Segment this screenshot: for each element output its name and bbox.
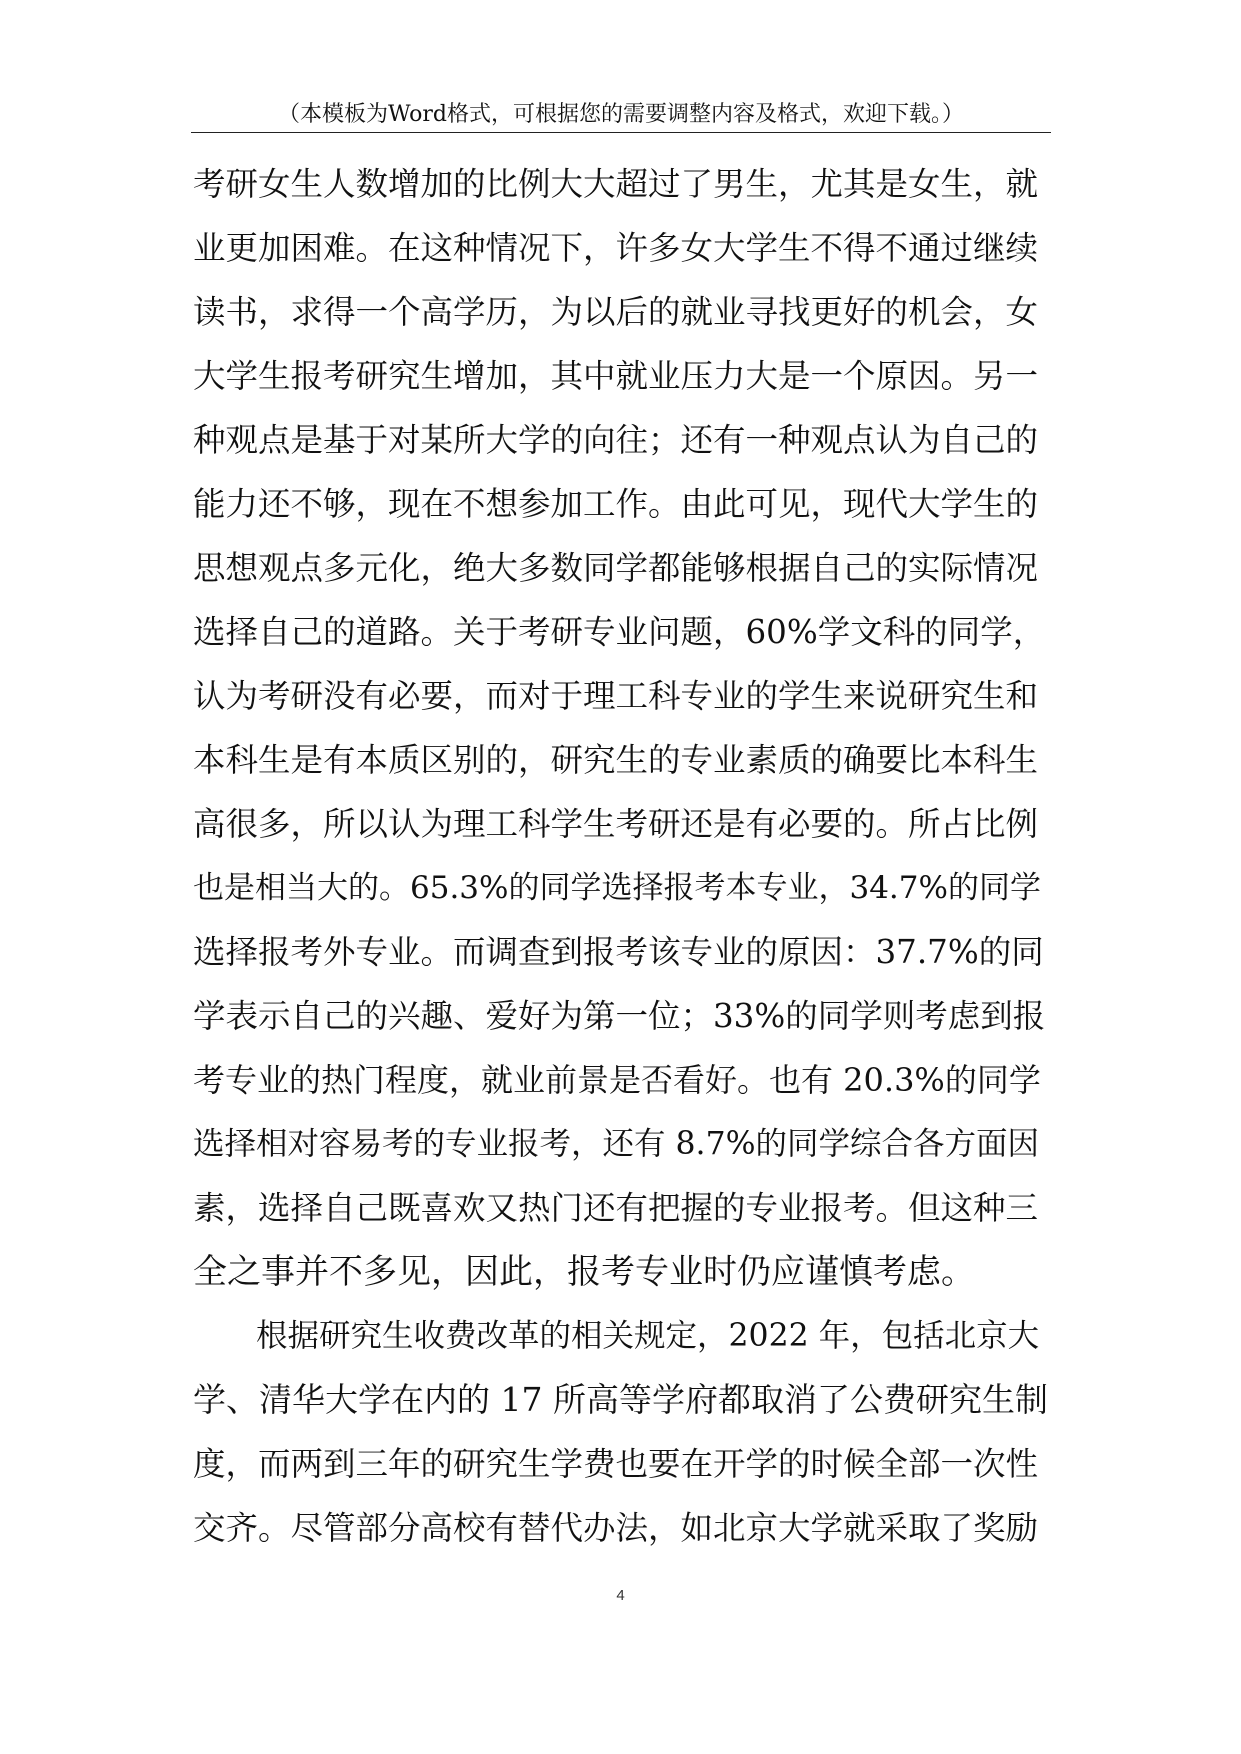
text-line: 全之事并不多见，因此，报考专业时仍应谨慎考虑。	[193, 1252, 975, 1292]
text-line: 根据研究生收费改革的相关规定，2022 年，包括北京大	[193, 1318, 1040, 1354]
text-line: 选择自己的道路。关于考研专业问题，60%学文科的同学，	[193, 613, 1046, 651]
text-line: 业更加困难。在这种情况下，许多女大学生不得不通过继续	[193, 229, 1039, 267]
text-line: 选择相对容易考的专业报考，还有 8.7%的同学综合各方面因	[193, 1126, 1040, 1162]
text-line: 思想观点多元化，绝大多数同学都能够根据自己的实际情况	[193, 549, 1039, 587]
text-line: 学、清华大学在内的 17 所高等学府都取消了公费研究生制	[193, 1380, 1048, 1419]
text-line: 也是相当大的。65.3%的同学选择报考本专业，34.7%的同学	[193, 870, 1041, 906]
text-line: 认为考研没有必要，而对于理工科专业的学生来说研究生和	[193, 677, 1039, 715]
text-line: 种观点是基于对某所大学的向往；还有一种观点认为自己的	[193, 421, 1039, 459]
text-line: 高很多，所以认为理工科学生考研还是有必要的。所占比例	[193, 805, 1039, 843]
header-rule	[191, 132, 1051, 133]
text-line: 能力还不够，现在不想参加工作。由此可见，现代大学生的	[193, 485, 1039, 523]
text-line: 交齐。尽管部分高校有替代办法，如北京大学就采取了奖励	[193, 1509, 1039, 1547]
body-text	[193, 152, 1049, 1560]
text-line: 度，而两到三年的研究生学费也要在开学的时候全部一次性	[193, 1445, 1039, 1483]
text-line: 大学生报考研究生增加，其中就业压力大是一个原因。另一	[193, 357, 1039, 395]
text-line: 考研女生人数增加的比例大大超过了男生，尤其是女生，就	[193, 165, 1039, 203]
text-line: 选择报考外专业。而调查到报考该专业的原因：37.7%的同	[193, 933, 1044, 971]
text-line: 素，选择自己既喜欢又热门还有把握的专业报考。但这种三	[193, 1189, 1039, 1227]
text-line: 本科生是有本质区别的，研究生的专业素质的确要比本科生	[193, 741, 1039, 779]
text-line: 读书，求得一个高学历，为以后的就业寻找更好的机会，女	[193, 293, 1039, 331]
page-number: 4	[616, 1587, 625, 1604]
text-line: 学表示自己的兴趣、爱好为第一位；33%的同学则考虑到报	[193, 997, 1046, 1035]
header-note: （本模板为Word格式，可根据您的需要调整内容及格式，欢迎下载。）	[278, 102, 964, 127]
text-line: 考专业的热门程度，就业前景是否看好。也有 20.3%的同学	[193, 1061, 1041, 1099]
